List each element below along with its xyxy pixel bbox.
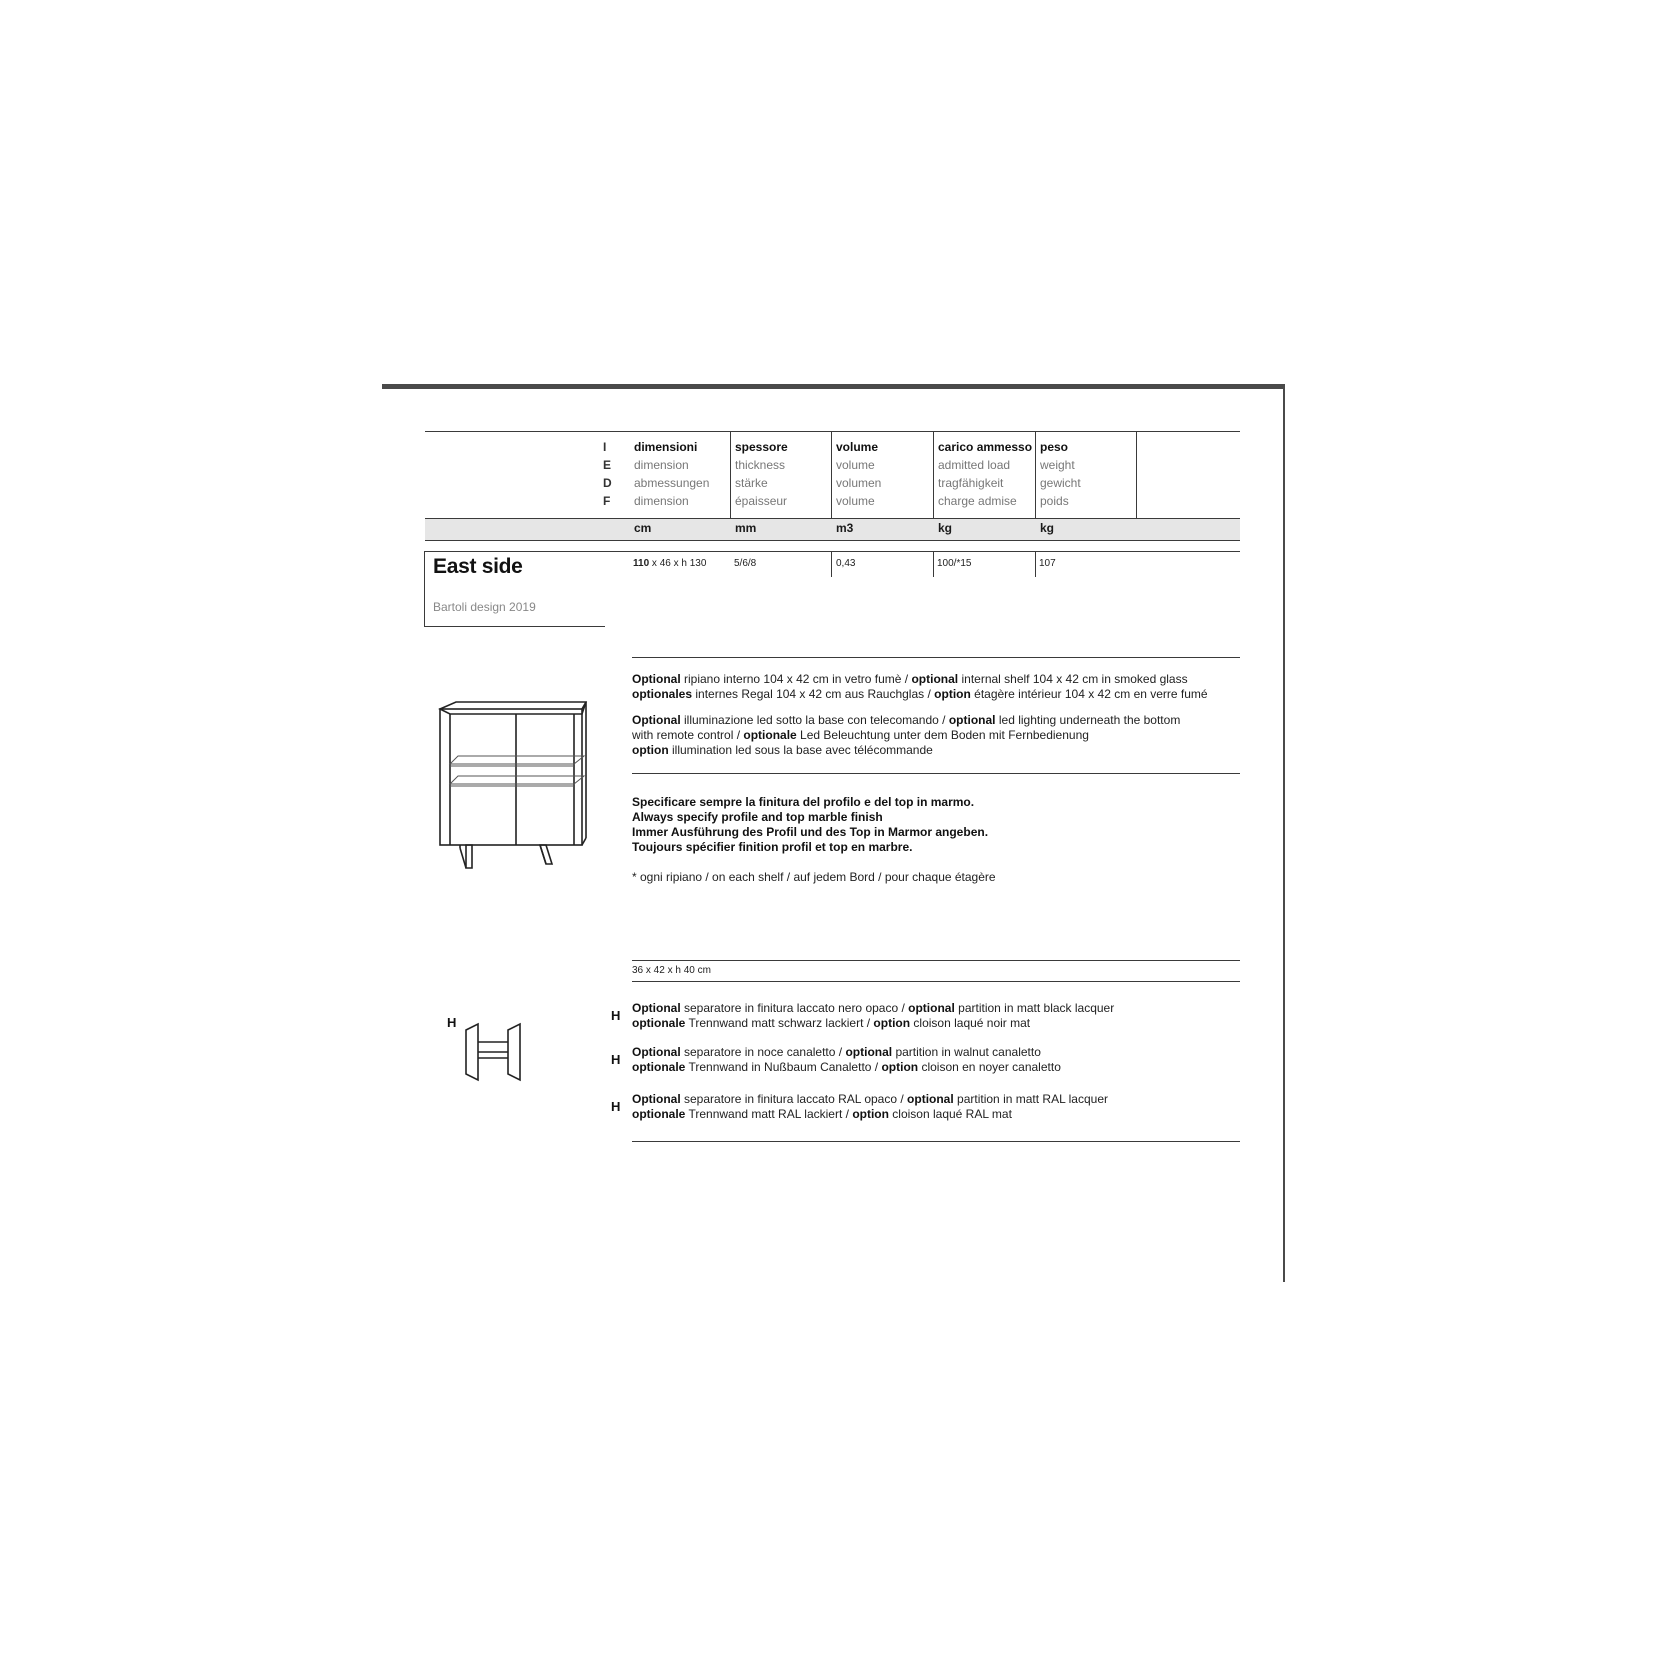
column-header-load: carico ammesso admitted load tragfähigkeit charge admise [938,440,1033,508]
option-led-lighting-line3: option illumination led sous la base avec télécommande [632,743,933,757]
separator-option-code: H [611,1099,621,1114]
column-divider [1136,431,1137,519]
value-volume: 0,43 [836,558,856,569]
value-thickness: 5/6/8 [734,558,757,569]
shelf-load-footnote: * ogni ripiano / on each shelf / auf jedem Bord / pour chaque étagère [632,870,996,884]
option-glass-shelf-line2: optionales internes Regal 104 x 42 cm aus Rauchglas / option étagère intérieur 104 x 42 cm en verre fumé [632,687,1208,701]
column-header-thickness: spessore thickness stärke épaisseur [735,440,788,508]
top-border-bar [382,384,1285,389]
options-top-rule [632,657,1240,658]
column-divider [1035,431,1036,519]
value-divider [1035,551,1036,577]
column-divider [933,431,934,519]
option-led-lighting [632,713,1180,758]
separator-top-rule [632,960,1240,961]
separator-option-code: H [611,1052,621,1067]
lang-code-de: D [603,476,612,490]
lang-code-fr: F [603,494,611,508]
unit-dimensions: cm [634,521,652,535]
column-header-dimensions: dimensioni dimension abmessungen dimension [634,440,710,508]
option-led-lighting-line1: Optional illuminazione led sotto la base con telecomando / optional led lighting underneath the bottom [632,713,1181,727]
finish-note: Specificare sempre la finitura del profilo e del top in marmo. Always specify profile and top marble finish Immer Ausführung des Profil und des Top in Marmor angeben. Toujours spécifier finition profil et top en marbre. [632,795,989,854]
cabinet-drawing [436,700,588,872]
language-codes [603,438,612,510]
separator-dimensions: 36 x 42 x h 40 cm [632,965,711,976]
unit-weight: kg [1040,521,1055,535]
value-divider [831,551,832,577]
separator-option-ral: Optional separatore in finitura laccato RAL opaco / optional partition in matt RAL lacquer optionale Trennwand matt RAL lackiert / option cloison laqué RAL mat [632,1092,1108,1121]
options-bottom-rule [632,773,1240,774]
option-glass-shelf-line1: Optional ripiano interno 104 x 42 cm in vetro fumè / optional internal shelf 104 x 42 cm in smoked glass [632,672,1188,686]
separator-option-code: H [611,1008,621,1023]
lang-code-it: I [603,440,607,454]
separator-option-black: Optional separatore in finitura laccato nero opaco / optional partition in matt black lacquer optionale Trennwand matt schwarz lackiert / option cloison laqué noir mat [632,1001,1115,1030]
column-header-weight: peso weight gewicht poids [1040,440,1081,508]
separator-bottom-rule [632,1141,1240,1142]
column-header-volume: volume volume volumen volume [836,440,882,508]
value-load: 100/*15 [937,558,972,569]
unit-volume: m3 [836,521,854,535]
separator-h-drawing [462,1018,528,1086]
value-divider [933,551,934,577]
value-dimensions: 110 x 46 x h 130 [633,558,707,569]
units-row [425,518,1240,541]
lang-code-en: E [603,458,612,472]
right-border-rule [1283,384,1285,1282]
table-top-rule [425,431,1240,432]
column-divider [730,431,731,519]
separator-option-walnut: Optional separatore in noce canaletto / optional partition in walnut canaletto optionale Trennwand in Nußbaum Canaletto / option cloison en noyer canaletto [632,1045,1061,1074]
option-led-lighting-line2: with remote control / optionale Led Beleuchtung unter dem Boden mit Fernbedienung [632,728,1089,742]
unit-load: kg [938,521,953,535]
product-name: East side [433,555,523,578]
separator-dim-rule [632,981,1240,982]
separator-icon-label: H [447,1015,457,1030]
column-divider [831,431,832,519]
product-designer: Bartoli design 2019 [433,600,536,614]
unit-thickness: mm [735,521,757,535]
option-glass-shelf [632,672,1208,702]
value-weight: 107 [1039,558,1056,569]
